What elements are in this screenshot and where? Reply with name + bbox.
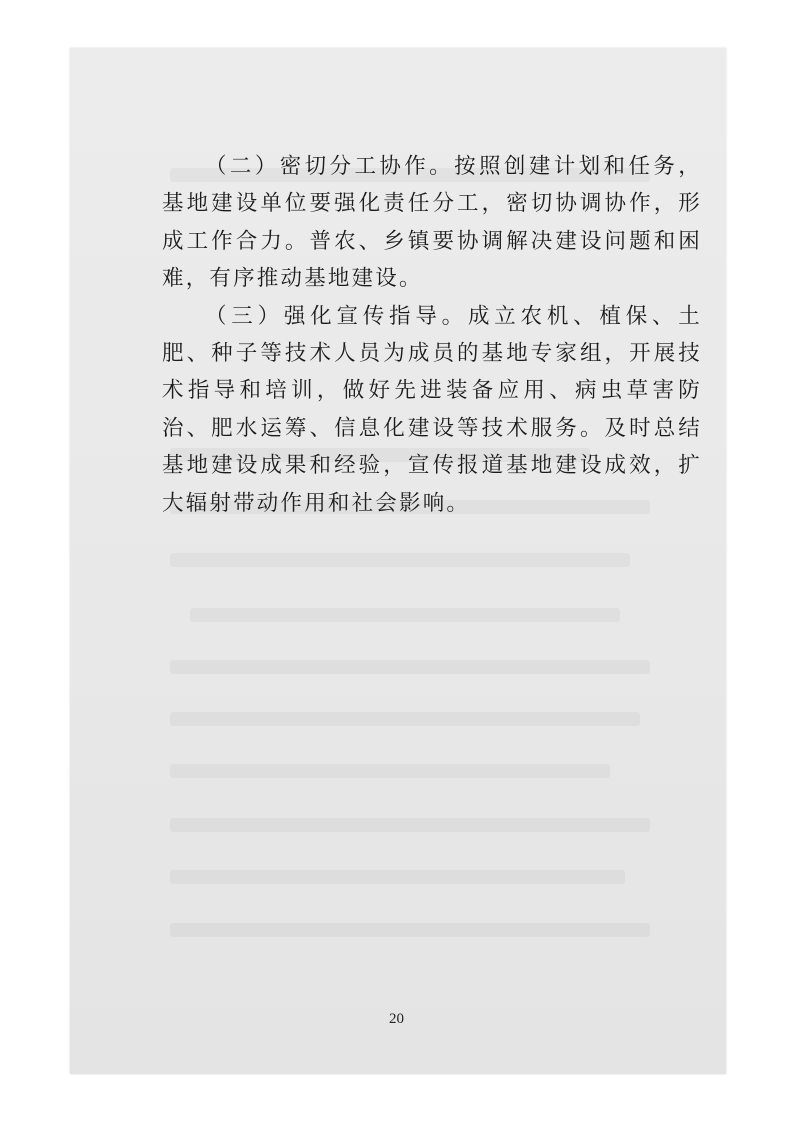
bleed-through-line — [170, 712, 640, 726]
paragraph-text: 成立农机、植保、土肥、种子等技术人员为成员的基地专家组，开展技术指导和培训，做好先进装备应用、病虫草害防治、肥水运筹、信息化建设等技术服务。及时总结基地建设成果和经验，宣传报道基地建设成效，扩大辐射带动作用和社会影响。 — [162, 303, 702, 516]
bleed-through-line — [170, 818, 650, 832]
body-text — [162, 148, 702, 522]
paragraph-text: 按照创建计划和任务，基地建设单位要强化责任分工，密切协调协作，形成工作合力。普农、乡镇要协调解决建设问题和困难，有序推动基地建设。 — [162, 154, 702, 292]
page-number: 20 — [389, 1011, 404, 1027]
section-heading: （三）强化宣传指导。 — [205, 303, 468, 329]
bleed-through-line — [190, 608, 620, 622]
bleed-through-line — [170, 923, 650, 937]
bleed-through-line — [170, 553, 630, 567]
paragraph-collaboration — [162, 148, 702, 298]
bleed-through-line — [170, 870, 625, 884]
paragraph-publicity — [162, 298, 702, 522]
bleed-through-line — [170, 764, 610, 778]
section-heading: （二）密切分工协作。 — [205, 154, 455, 179]
bleed-through-line — [170, 660, 650, 674]
